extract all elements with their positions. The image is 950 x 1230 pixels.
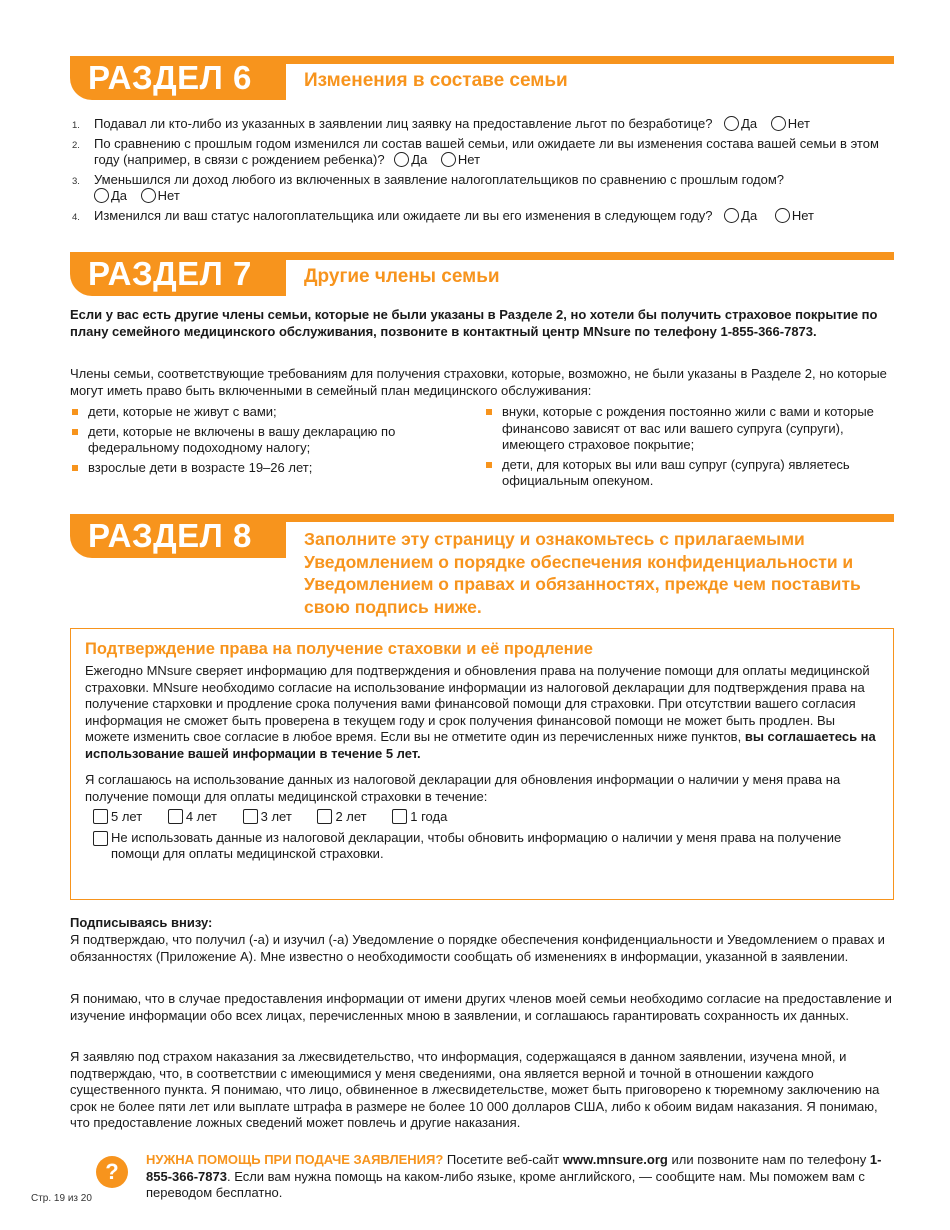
checkbox[interactable] xyxy=(317,809,332,824)
eligibility-box-text xyxy=(85,663,879,762)
section-7-intro: Члены семьи, соответствующие требованиям для получения страховки, которые, возможно, не были указаны в Разделе 2, но которые могут иметь право быть включенными в семейный план медицинского обслуживания: xyxy=(70,366,887,398)
no-label: Нет xyxy=(787,116,810,131)
checkbox[interactable] xyxy=(93,831,108,846)
help-question-icon: ? xyxy=(96,1156,128,1188)
no-label: Нет xyxy=(791,207,814,223)
question-text: По сравнению с прошлым годом изменился ли состав вашей семьи, или ожидаете ли вы изменения состава вашей семьи в этом году (например, в связи с рождением ребенка)? xyxy=(94,135,879,167)
question-number: 3. xyxy=(72,175,80,187)
q2-yes-radio[interactable] xyxy=(394,152,409,167)
sign-paragraph-1: Я подтверждаю, что получил (-а) и изучил (-а) Уведомление о порядке обеспечения конфиденциальности и Уведомлением о правах и обязанностях (Приложение A). Мне известно о необходимости сообщать об изменениях в информации, указанной в заявлении. xyxy=(70,932,885,964)
option-label: 2 лет xyxy=(335,809,367,824)
list-item: дети, которые не живут с вами; xyxy=(70,404,450,421)
yes-label: Да xyxy=(111,188,128,203)
question-text: Подавал ли кто-либо из указанных в заявлении лиц заявку на предоставление льгот по безработице? xyxy=(94,116,713,131)
section-6-questions xyxy=(70,116,894,227)
list-item: дети, которые не включены в вашу декларацию по федеральному подоходному налогу; xyxy=(70,424,450,457)
checkbox[interactable] xyxy=(243,809,258,824)
eligibility-text-bold: вы соглашаетесь на использование вашей информации в течение 5 лет. xyxy=(85,729,876,761)
option-2-years[interactable] xyxy=(317,809,366,824)
list-item: взрослые дети в возрасте 19–26 лет; xyxy=(70,460,450,477)
checkbox[interactable] xyxy=(392,809,407,824)
question-1 xyxy=(70,116,894,133)
help-phone: 1-855-366-7873 xyxy=(146,1152,882,1184)
q1-yes-radio[interactable] xyxy=(724,116,739,131)
section-6-label: РАЗДЕЛ 6 xyxy=(70,56,286,100)
section-6-title: Изменения в составе семьи xyxy=(304,70,568,91)
option-no-use[interactable] xyxy=(85,830,879,863)
q3-no-radio[interactable] xyxy=(141,188,156,203)
option-5-years[interactable] xyxy=(93,809,142,824)
question-number: 4. xyxy=(72,211,80,223)
question-number: 1. xyxy=(72,120,80,131)
section-8-title: Заполните эту страницу и ознакомьтесь с прилагаемыми Уведомлением о порядке обеспечения конфиденциальности и Уведомлением о правах и обязанностях, прежде чем поставить свою подпись ниже. xyxy=(304,529,861,617)
option-4-years[interactable] xyxy=(168,809,217,824)
option-1-year[interactable] xyxy=(392,809,447,824)
section-7-bullets-left xyxy=(70,404,450,479)
sign-paragraph-2: Я понимаю, что в случае предоставления информации от имени других членов моей семьи необходимо согласие на предоставление и изучение информации обо всех лицах, перечисленных мною в заявлении, и соглашаюсь гарантировать сохранность их данных. xyxy=(70,991,892,1023)
option-3-years[interactable] xyxy=(243,809,292,824)
section-7-label: РАЗДЕЛ 7 xyxy=(70,252,286,296)
option-label: 4 лет xyxy=(185,809,217,824)
section-7-intro-bold: Если у вас есть другие члены семьи, которые не были указаны в Разделе 2, но хотели бы получить страховое покрытие по плану семейного медицинского обслуживания, позвоните в контактный центр MNsure по телефону 1-855-366-7873. xyxy=(70,307,878,339)
section-8-label: РАЗДЕЛ 8 xyxy=(70,514,286,558)
section-7-title: Другие члены семьи xyxy=(304,266,500,287)
page-number: Стр. 19 из 20 xyxy=(31,1193,92,1204)
q2-no-radio[interactable] xyxy=(441,152,456,167)
q4-no-radio[interactable] xyxy=(775,208,790,223)
yes-label: Да xyxy=(741,116,758,131)
section-7-bullets-right xyxy=(484,404,894,493)
question-text: Изменился ли ваш статус налогоплательщика или ожидаете ли вы его изменения в следующем году? xyxy=(94,207,713,223)
consent-text: Я соглашаюсь на использование данных из налоговой декларации для обновления информации о наличии у меня права на получение помощи для оплаты медицинской страховки в течение: xyxy=(85,772,841,804)
help-heading: НУЖНА ПОМОЩЬ ПРИ ПОДАЧЕ ЗАЯВЛЕНИЯ? xyxy=(146,1152,444,1167)
yes-label: Да xyxy=(741,207,758,223)
checkbox[interactable] xyxy=(168,809,183,824)
question-3 xyxy=(70,172,894,205)
no-label: Нет xyxy=(457,152,481,167)
yes-label: Да xyxy=(411,152,428,167)
no-label: Нет xyxy=(157,188,180,203)
option-label: Не использовать данные из налоговой декларации, чтобы обновить информацию о наличии у меня права на получение помощи для оплаты медицинской страховки. xyxy=(111,829,842,861)
question-number: 2. xyxy=(72,139,80,151)
question-4 xyxy=(70,208,894,225)
q4-yes-radio[interactable] xyxy=(724,208,739,223)
question-text: Уменьшился ли доход любого из включенных в заявление налогоплательщиков по сравнению с прошлым годом? xyxy=(94,171,785,187)
eligibility-box-title: Подтверждение права на получение стаховки и её продление xyxy=(85,640,593,658)
help-text-2: или позвоните нам по телефону xyxy=(671,1152,867,1167)
question-2 xyxy=(70,136,894,169)
help-website-link[interactable]: www.mnsure.org xyxy=(562,1152,668,1167)
q1-no-radio[interactable] xyxy=(771,116,786,131)
list-item: дети, для которых вы или ваш супруг (супруга) являетесь официальным опекуном. xyxy=(484,457,894,490)
list-item: внуки, которые с рождения постоянно жили с вами и которые финансово зависят от вас или вашего супруга (супруги), имеющего страховое покрытие; xyxy=(484,404,894,454)
option-label: 5 лет xyxy=(111,809,143,824)
sign-paragraph-3: Я заявляю под страхом наказания за лжесвидетельство, что информация, содержащаяся в данном заявлении, изучена мной, и подтверждаю, что, в соответствии с имеющимися у меня сведениями, она является верной и точной в отношении каждого существенного пункта. Я понимаю, что лицо, обвиненное в лжесвидетельстве, может быть приговорено к тюремному заключению на срок не более пяти лет или выплате штрафа в размере не более 10 000 долларов США, либо к обоим видам наказания. Я понимаю, что предоставление ложных сведений может повлечь и другие наказания. xyxy=(70,1049,880,1130)
help-text-3: . Если вам нужна помощь на каком-либо языке, кроме английского, — сообщите нам. Мы поможем вам с переводом бесплатно. xyxy=(146,1168,865,1200)
option-label: 3 лет xyxy=(260,809,292,824)
consent-options xyxy=(85,809,879,826)
option-label: 1 года xyxy=(410,809,448,824)
help-text-1: Посетите веб-сайт xyxy=(446,1152,560,1167)
q3-yes-radio[interactable] xyxy=(94,188,109,203)
sign-heading: Подписываясь внизу: xyxy=(70,915,213,930)
eligibility-box xyxy=(70,628,894,900)
checkbox[interactable] xyxy=(93,809,108,824)
eligibility-text: Ежегодно MNsure сверяет информацию для подтверждения и обновления права на получение помощи для оплаты медицинской страховки. MNsure необходимо согласие на использование информации из налоговой декларации для подтверждения права на получение старховки и продление срока получения вами финансовой помощи для страховки. При отсутствии вашего согласия информация не сможет быть проверена в текущем году и срок получения финансовой помощи не может быть продлен. Вы можете изменить свое согласие в любое время. Если вы не отметите один из перечисленных ниже пунктов, xyxy=(85,663,870,744)
help-text xyxy=(146,1152,894,1202)
